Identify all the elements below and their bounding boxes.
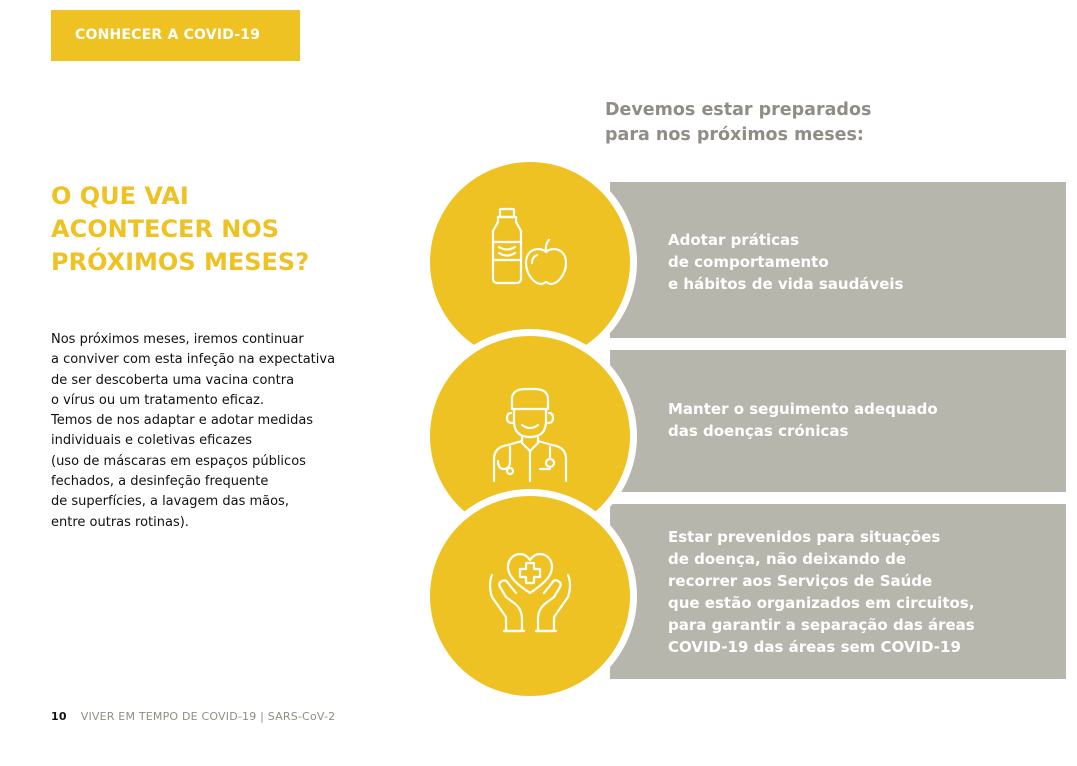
publication-title: VIVER EM TEMPO DE COVID-19 | SARS-CoV-2: [80, 710, 336, 723]
item-panel-chronic-diseases: [610, 350, 1066, 492]
item-text: [668, 229, 1056, 295]
heading-line: ACONTECER NOS: [51, 215, 280, 243]
doctor-icon: [480, 371, 580, 501]
item-line: Estar prevenidos para situações: [668, 528, 941, 546]
item-text: [668, 398, 1056, 442]
paragraph-line: (uso de máscaras em espaços públicos: [51, 453, 306, 469]
page-number: 10: [51, 710, 67, 723]
page-heading: [51, 180, 381, 279]
item-line: Adotar práticas: [668, 231, 800, 249]
item-line: COVID-19 das áreas sem COVID-19: [668, 638, 961, 656]
item-panel-health-services: [610, 504, 1066, 679]
item-line: Manter o seguimento adequado: [668, 400, 938, 418]
item-line: de doença, não deixando de: [668, 550, 906, 568]
paragraph-line: individuais e coletivas eficazes: [51, 433, 253, 449]
heading-line: PRÓXIMOS MESES?: [51, 248, 310, 276]
section-tag: CONHECER A COVID-19: [51, 10, 300, 61]
paragraph-line: Temos de nos adaptar e adotar medidas: [51, 413, 314, 429]
page-footer: [51, 710, 335, 723]
paragraph-line: entre outras rotinas).: [51, 514, 189, 530]
item-line: que estão organizados em circuitos,: [668, 594, 975, 612]
item-circle-health-services: [430, 496, 630, 696]
item-line: e hábitos de vida saudáveis: [668, 275, 904, 293]
paragraph-line: fechados, a desinfeção frequente: [51, 474, 269, 490]
paragraph-line: a conviver com esta infeção na expectativa: [51, 352, 336, 368]
paragraph-line: de superfícies, a lavagem das mãos,: [51, 494, 289, 510]
heading-line: O QUE VAI: [51, 182, 189, 210]
water-bottle-apple-icon: [480, 197, 580, 327]
subhead-line: Devemos estar preparados: [605, 100, 872, 120]
intro-paragraph: [51, 330, 371, 533]
paragraph-line: de ser descoberta uma vacina contra: [51, 372, 295, 388]
item-text: [668, 526, 1056, 658]
hands-heart-cross-icon: [480, 531, 580, 661]
item-line: recorrer aos Serviços de Saúde: [668, 572, 933, 590]
item-line: das doenças crónicas: [668, 422, 849, 440]
item-circle-healthy-habits: [430, 162, 630, 362]
item-line: para garantir a separação das áreas: [668, 616, 975, 634]
preparedness-subheading: [605, 98, 1045, 148]
paragraph-line: Nos próximos meses, iremos continuar: [51, 332, 304, 347]
item-line: de comportamento: [668, 253, 829, 271]
subhead-line: para nos próximos meses:: [605, 125, 864, 145]
item-panel-healthy-habits: [610, 182, 1066, 338]
paragraph-line: o vírus ou um tratamento eficaz.: [51, 392, 265, 408]
